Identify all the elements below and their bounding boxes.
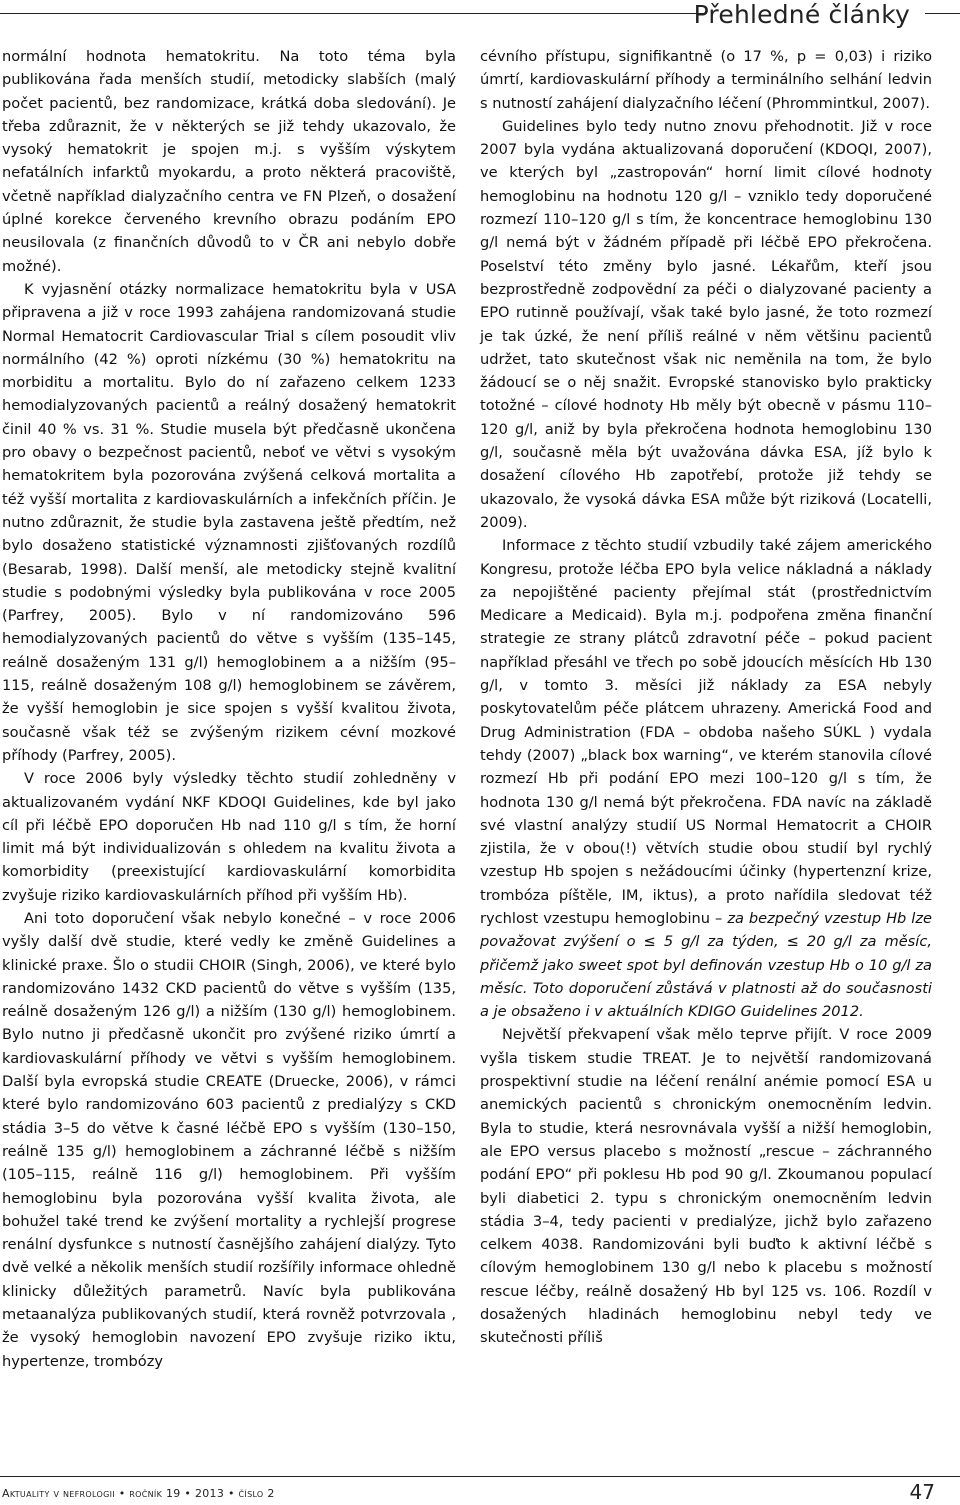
year: 2013: [194, 1487, 225, 1500]
separator: •: [227, 1487, 235, 1500]
paragraph-text: Informace z těchto studií vzbudily také zájem amerického Kongresu, protože léčba EPO byla velice nákladná a náklady za nepojištěné pacienty přejímal stát (prostřednictvím Medicare a Medicaid). Byla m.j. podpořena změna finanční strategie ze strany plátců zdravotní péče – pokud pacient například přesáhl ve třech po sobě jdoucích měsících Hb 130 g/l, v tomto 3. měsíci již náklady za ESA nebyly poskytovatelům péče plátcem uhrazeny. Americká Food and Drug Administration (FDA – obdoba našeho SÚKL ) vydala tehdy (2007) „black box warning“, ve kterém stanovila cílové rozmezí Hb při podání EPO mezi 100–120 g/l s tím, že hodnota 130 g/l nemá být překročena. FDA navíc na základě své vlastní analýzy studií US Normal Hematocrit a CHOIR zjistila, že v obou(!) větvích studie obou studií byl rychlý vzestup Hb spojen s nežádoucími účinky (hypertenzní krize, trombóza píštěle, IM, iktus), a proto nařídila sledovat též rychlost vzestupu hemoglobinu –: [480, 537, 932, 927]
page-number: 47: [909, 1480, 935, 1504]
volume-label: ročník: [129, 1487, 163, 1500]
issue-number: 2: [267, 1487, 275, 1500]
header-rule-right: [925, 13, 960, 14]
separator: •: [184, 1487, 192, 1500]
issue-label: číslo: [238, 1487, 264, 1500]
italic-recommendation: za bezpečný vzestup Hb lze považovat zvýšení o ≤ 5 g/l za týden, ≤ 20 g/l za měsíc, přičemž jako sweet spot byl definován vzestup Hb o 10 g/l za měsíc. Toto doporučení zůstává v platnosti až do současnosti a je obsaženo i v aktuálních KDIGO Guidelines 2012.: [480, 909, 933, 1021]
volume-number: 19: [165, 1487, 181, 1500]
paragraph: Největší překvapení však mělo teprve přijít. V roce 2009 vyšla tiskem studie TREAT. Je to největší randomizovaná prospektivní studie na léčení renální anémie pomocí ESA u anemických pacientů s chronickým onemocněním ledvin. Byla to studie, která nesrovnávala vyšší a nižší hemoglobin, ale EPO versus placebo s možností „rescue – záchranného podání EPO“ při poklesu Hb pod 90 g/l. Zkoumanou populací byli diabetici 2. typu s chronickým onemocněním ledvin stádia 3–4, tedy pacienti v predialýze, jichž bylo zařazeno celkem 4038. Randomizováni byli buďto k aktivní léčbě s cílovým hemoglobinem 130 g/l nebo k placebu s možností rescue léčby, reálně dosažený Hb byl 125 vs. 106. Rozdíl v dosažených hladinách hemoglobinu nebyl tedy ve skutečnosti příliš: [480, 1026, 932, 1347]
journal-name: Aktuality v nefrologii: [2, 1487, 115, 1500]
paragraph: K vyjasnění otázky normalizace hematokritu byla v USA připravena a již v roce 1993 zahájena randomizovaná studie Normal Hematocrit Cardiovascular Trial s cílem posoudit vliv normálního (42 %) oproti nízkému (30 %) hematokritu na morbiditu a mortalitu. Bylo do ní zařazeno celkem 1233 hemodialyzovaných pacientů a reálný dosažený hematokrit činil 40 % vs. 31 %. Studie musela být předčasně ukončena pro obavy o bezpečnost pacientů, neboť ve větvi s vysokým hematokritem byla pozorována zvýšená celková mortalita a též vyšší mortalita z kardiovaskulárních a infekčních příčin. Je nutno zdůraznit, že studie byla zastavena ještě předtím, než bylo dosaženo statistické významnosti zjišťovaných rozdílů (Besarab, 1998). Další menší, ale metodicky stejně kvalitní studie s podobnými výsledky byla publikována v roce 2005 (Parfrey, 2005). Bylo v ní randomizováno 596 hemodialyzovaných pacientů do větve s vyšším (135–145, reálně dosaženým 131 g/l) hemoglobinem a a nižším (95–115, reálně dosaženým 108 g/l) hemoglobinem se závěrem, že vyšší hemoglobin je sice spojen s vyšší kvalitou života, současně však též se zvýšeným rizikem cévní mozkové příhody (Parfrey, 2005).: [2, 280, 456, 764]
right-column: [480, 45, 932, 1350]
paragraph: V roce 2006 byly výsledky těchto studií zohledněny v aktualizovaném vydání NKF KDOQI Guidelines, kde byl jako cíl při léčbě EPO doporučen Hb nad 110 g/l s tím, že horní limit má být individualizován s ohledem na kvalitu života a komorbidity (preexistující kardiovaskulární komorbidita zvyšuje riziko kardiovaskulárních příhod při vyšším Hb).: [2, 770, 456, 904]
paragraph: cévního přístupu, signifikantně (o 17 %, p = 0,03) i riziko úmrtí, kardiovaskulární příhody a terminálního selhání ledvin s nutností zahájení dialyzačního léčení (Phrommintkul, 2007).: [480, 48, 932, 112]
paragraph: Guidelines bylo tedy nutno znovu přehodnotit. Již v roce 2007 byla vydána aktualizovaná doporučení (KDOQI, 2007), ve kterých byl „zastropován“ horní limit cílové hodnoty hemoglobinu na hodnotu 120 g/l – vzniklo tedy doporučené rozmezí 110–120 g/l s tím, že koncentrace hemoglobinu 130 g/l nemá být v žádném případě při léčbě EPO překročena. Poselství této změny bylo jasné. Lékařům, kteří jsou bezprostředně zodpovědní za péči o dialyzované pacienty a EPO rutinně používají, však také bylo jasné, že toto rozmezí je tak úzké, že není příliš reálné v něm většinu pacientů udržet, tato skutečnost však nic neměnila na tom, že bylo žádoucí se o něj snažit. Evropské stanovisko bylo prakticky totožné – cílové hodnoty Hb měly být obecně v pásmu 110–120 g/l, aniž by byla překročena hodnota hemoglobinu 130 g/l, současně měla být uvažována dávka ESA, jíž bylo k dosažení cílového Hb zapotřebí, protože již tehdy se ukazovalo, že vysoká dávka ESA může být riziková (Locatelli, 2009).: [480, 117, 932, 531]
footer-rule: [0, 1476, 960, 1477]
paragraph: normální hodnota hematokritu. Na toto téma byla publikována řada menších studií, metodicky slabších (malý počet pacientů, bez randomizace, krátká doba sledování). Je třeba zdůraznit, že v některých se již tehdy ukazovalo, že vysoký hematokrit je spojen m.j. s vyšším výskytem nefatálních infarktů myokardu, a proto některá pracoviště, včetně například dialyzačního centra ve FN Plzeň, o dosažení úplné korekce červeného krevního obrazu podáním EPO neusilovala (z finančních důvodů to v ČR ani nebylo dobře možné).: [2, 48, 456, 275]
section-title: Přehledné články: [693, 0, 910, 29]
footer-journal-info: [2, 1487, 275, 1500]
separator: •: [118, 1487, 126, 1500]
paragraph: [480, 534, 932, 1023]
left-column: [2, 45, 456, 1373]
header-rule-left: [0, 13, 705, 14]
paragraph: Ani toto doporučení však nebylo konečné – v roce 2006 vyšly další dvě studie, které vedly ke změně Guidelines a klinické praxe. Šlo o studii CHOIR (Singh, 2006), ve které bylo randomizováno 1432 CKD pacientů do větve s vyšším (135, reálně dosaženým 126 g/l) a nižším (130 g/l) hemoglobinem. Bylo nutno ji předčasně ukončit pro zvýšené riziko úmrtí a kardiovaskulární příhody ve větvi s vyšším hemoglobinem. Další byla evropská studie CREATE (Druecke, 2006), v rámci které bylo randomizováno 603 pacientů z predialýzy s CKD stádia 3–5 do větve k časné léčbě EPO s vyšším (130–150, reálně 135 g/l) hemoglobinem a záchranné léčbě s nižším (105–115, reálně 116 g/l) hemoglobinem. Při vyšším hemoglobinu byla pozorována vyšší kvalita života, ale bohužel také trend ke zvýšení mortality a rychlejší progrese renální dysfunkce s nutností časnějšího zahájení dialýzy. Tyto dvě velké a několik menších studií rozšířily informace ohledně klinicky důležitých parametrů. Navíc byla publikována metaanalýza publikovaných studií, která rovněž potvrzovala , že vysoký hemoglobin navození EPO zvyšuje riziko iktu, hypertenze, trombózy: [2, 909, 456, 1370]
